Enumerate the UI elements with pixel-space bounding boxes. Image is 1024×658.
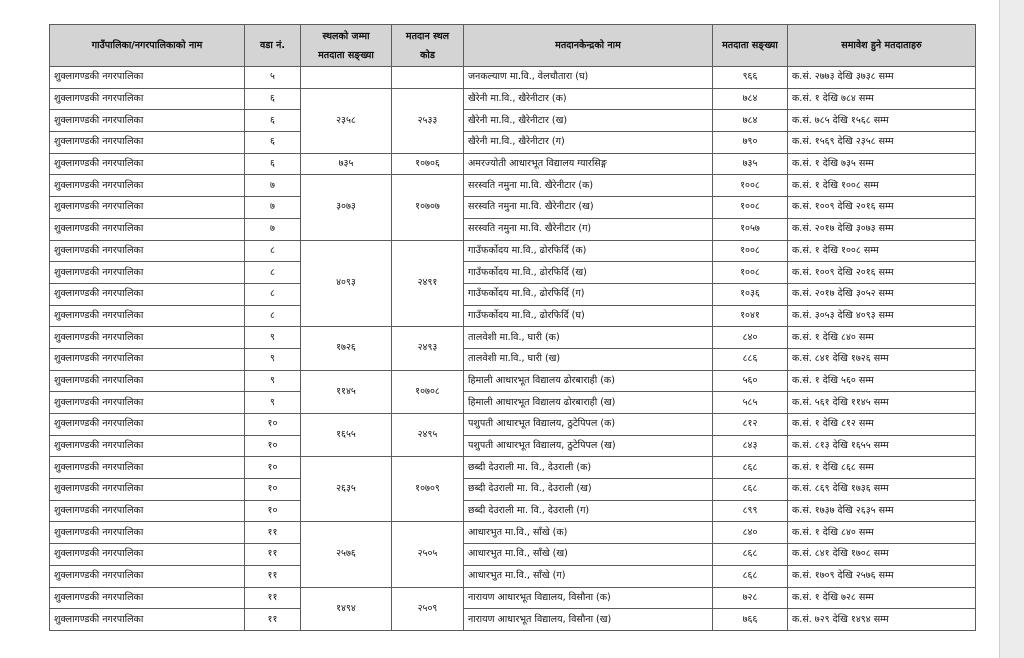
ward-cell: ९ (245, 370, 301, 392)
municipality-cell: शुक्लागण्डकी नगरपालिका (50, 565, 245, 587)
voters-cell: ८४३ (713, 435, 788, 457)
table-row (50, 67, 976, 89)
voter-range-cell: क.सं. २०१७ देखि ३०७३ सम्म (788, 218, 976, 240)
table-row (50, 88, 976, 110)
station-code-cell: १०७०८ (392, 370, 464, 413)
voters-cell: ७२८ (713, 587, 788, 609)
table-row (50, 414, 976, 436)
table-row (50, 262, 976, 284)
voters-cell: ७३५ (713, 153, 788, 175)
station-code-cell: २५०५ (392, 522, 464, 587)
voters-cell: ८८६ (713, 348, 788, 370)
total-voters-cell: १४९४ (301, 587, 392, 630)
voters-cell: १०४१ (713, 305, 788, 327)
voters-cell: ७८४ (713, 110, 788, 132)
voter-range-cell: क.सं. १ देखि ७२८ सम्म (788, 587, 976, 609)
station-code-cell: २५०९ (392, 587, 464, 630)
ward-cell: ६ (245, 153, 301, 175)
total-voters-cell: २५७६ (301, 522, 392, 587)
table-row (50, 370, 976, 392)
header-station-code-line2: कोड (420, 49, 435, 61)
table-row (50, 565, 976, 587)
table-row (50, 327, 976, 349)
municipality-cell: शुक्लागण्डकी नगरपालिका (50, 479, 245, 501)
table-row (50, 609, 976, 631)
ward-cell: ६ (245, 110, 301, 132)
voter-range-cell: क.सं. १ देखि ७३५ सम्म (788, 153, 976, 175)
table-row (50, 153, 976, 175)
header-center-name: मतदानकेन्द्रको नाम (464, 25, 713, 67)
center-name-cell: आधारभुत मा.वि., साँखे (ग) (464, 565, 713, 587)
table-row (50, 240, 976, 262)
voter-range-cell: क.सं. १ देखि ८१२ सम्म (788, 414, 976, 436)
voter-range-cell: क.सं. ७२९ देखि १४९४ सम्म (788, 609, 976, 631)
total-voters-cell (301, 67, 392, 89)
voters-cell: १००८ (713, 175, 788, 197)
viewer-gutter (1000, 0, 1024, 658)
table-header-row (50, 25, 976, 67)
voters-cell: १००८ (713, 240, 788, 262)
header-total-voters-line2: मतदाता सङ्ख्या (318, 49, 374, 61)
station-code-cell: १०७०६ (392, 153, 464, 175)
ward-cell: ६ (245, 88, 301, 110)
header-ward: वडा नं. (245, 25, 301, 67)
station-code-cell: २४९३ (392, 327, 464, 370)
header-station-code-line1: मतदान स्थल (405, 30, 450, 42)
voters-cell: ९६६ (713, 67, 788, 89)
center-name-cell: सरस्वति नमुना मा.वि. खैरेनीटार (ग) (464, 218, 713, 240)
center-name-cell: जनकल्याण मा.वि., वेलचौतारा (घ) (464, 67, 713, 89)
ward-cell: ८ (245, 283, 301, 305)
ward-cell: ५ (245, 67, 301, 89)
center-name-cell: आधारभुत मा.वि., साँखे (क) (464, 522, 713, 544)
ward-cell: १० (245, 457, 301, 479)
table-row (50, 435, 976, 457)
ward-cell: ७ (245, 197, 301, 219)
municipality-cell: शुक्लागण्डकी नगरपालिका (50, 435, 245, 457)
table-row (50, 175, 976, 197)
center-name-cell: पशुपती आधारभूत विद्यालय, ठुटेपिपल (क) (464, 414, 713, 436)
voters-cell: १००८ (713, 197, 788, 219)
header-total-voters-line1: स्थलको जम्मा (322, 30, 370, 42)
total-voters-cell: १६५५ (301, 414, 392, 457)
ward-cell: ७ (245, 218, 301, 240)
station-code-cell: २५३३ (392, 88, 464, 153)
voters-cell: ८४० (713, 327, 788, 349)
voters-cell: ५८५ (713, 392, 788, 414)
municipality-cell: शुक्लागण्डकी नगरपालिका (50, 132, 245, 154)
table-row (50, 544, 976, 566)
municipality-cell: शुक्लागण्डकी नगरपालिका (50, 348, 245, 370)
voter-range-cell: क.सं. १ देखि ५६० सम्म (788, 370, 976, 392)
center-name-cell: गाउँफर्कोदय मा.वि., ढोरफिर्दि (ख) (464, 262, 713, 284)
municipality-cell: शुक्लागण्डकी नगरपालिका (50, 327, 245, 349)
voter-range-cell: क.सं. १ देखि ७८४ सम्म (788, 88, 976, 110)
voter-range-cell: क.सं. ७८५ देखि १५६८ सम्म (788, 110, 976, 132)
municipality-cell: शुक्लागण्डकी नगरपालिका (50, 305, 245, 327)
table-row (50, 305, 976, 327)
polling-stations-table (49, 24, 976, 631)
municipality-cell: शुक्लागण्डकी नगरपालिका (50, 67, 245, 89)
station-code-cell: २४९५ (392, 414, 464, 457)
municipality-cell: शुक्लागण्डकी नगरपालिका (50, 175, 245, 197)
station-code-cell (392, 67, 464, 89)
ward-cell: ६ (245, 132, 301, 154)
table-row (50, 218, 976, 240)
center-name-cell: छब्दी देउराली मा. वि., देउराली (ग) (464, 500, 713, 522)
municipality-cell: शुक्लागण्डकी नगरपालिका (50, 218, 245, 240)
center-name-cell: तालवेशी मा.वि., घारी (क) (464, 327, 713, 349)
voters-cell: ८१२ (713, 414, 788, 436)
table-row (50, 587, 976, 609)
voters-cell: ८६८ (713, 479, 788, 501)
voters-cell: ७९० (713, 132, 788, 154)
voter-range-cell: क.सं. ८४१ देखि १७०८ सम्म (788, 544, 976, 566)
ward-cell: ११ (245, 609, 301, 631)
voters-cell: १०३६ (713, 283, 788, 305)
voter-range-cell: क.सं. ३०५३ देखि ४०९३ सम्म (788, 305, 976, 327)
municipality-cell: शुक्लागण्डकी नगरपालिका (50, 240, 245, 262)
municipality-cell: शुक्लागण्डकी नगरपालिका (50, 500, 245, 522)
ward-cell: ८ (245, 305, 301, 327)
table-row (50, 283, 976, 305)
voter-range-cell: क.सं. १ देखि ८६८ सम्म (788, 457, 976, 479)
voter-range-cell: क.सं. २०१७ देखि ३०५२ सम्म (788, 283, 976, 305)
voters-cell: ८६८ (713, 544, 788, 566)
municipality-cell: शुक्लागण्डकी नगरपालिका (50, 587, 245, 609)
total-voters-cell: २६३५ (301, 457, 392, 522)
voter-range-cell: क.सं. १ देखि १००८ सम्म (788, 175, 976, 197)
center-name-cell: छब्दी देउराली मा. वि., देउराली (क) (464, 457, 713, 479)
voter-range-cell: क.सं. १००९ देखि २०१६ सम्म (788, 197, 976, 219)
municipality-cell: शुक्लागण्डकी नगरपालिका (50, 110, 245, 132)
voters-cell: ८६८ (713, 565, 788, 587)
table-body (50, 67, 976, 631)
header-voters: मतदाता सङ्ख्या (713, 25, 788, 67)
voter-range-cell: क.सं. २७७३ देखि ३७३८ सम्म (788, 67, 976, 89)
header-total-voters (301, 25, 392, 67)
header-municipality: गाउँपालिका/नगरपालिकाको नाम (50, 25, 245, 67)
voter-range-cell: क.सं. १ देखि ८४० सम्म (788, 522, 976, 544)
center-name-cell: नारायण आधारभूत विद्यालय, विसौना (ख) (464, 609, 713, 631)
total-voters-cell: ११४५ (301, 370, 392, 413)
voter-range-cell: क.सं. ८६९ देखि १७३६ सम्म (788, 479, 976, 501)
table-row (50, 132, 976, 154)
municipality-cell: शुक्लागण्डकी नगरपालिका (50, 609, 245, 631)
municipality-cell: शुक्लागण्डकी नगरपालिका (50, 283, 245, 305)
voters-cell: ८९९ (713, 500, 788, 522)
table-row (50, 392, 976, 414)
voter-range-cell: क.सं. ५६१ देखि ११४५ सम्म (788, 392, 976, 414)
center-name-cell: खैरेनी मा.वि., खैरेनीटार (ग) (464, 132, 713, 154)
ward-cell: ९ (245, 348, 301, 370)
total-voters-cell: २३५८ (301, 88, 392, 153)
municipality-cell: शुक्लागण्डकी नगरपालिका (50, 457, 245, 479)
center-name-cell: छब्दी देउराली मा. वि., देउराली (ख) (464, 479, 713, 501)
total-voters-cell: ३०७३ (301, 175, 392, 240)
ward-cell: १० (245, 500, 301, 522)
voters-cell: ५६० (713, 370, 788, 392)
municipality-cell: शुक्लागण्डकी नगरपालिका (50, 414, 245, 436)
ward-cell: ९ (245, 392, 301, 414)
total-voters-cell: ७३५ (301, 153, 392, 175)
municipality-cell: शुक्लागण्डकी नगरपालिका (50, 88, 245, 110)
center-name-cell: हिमाली आधारभूत विद्यालय ढोरबाराही (क) (464, 370, 713, 392)
voter-range-cell: क.सं. ८४१ देखि १७२६ सम्म (788, 348, 976, 370)
ward-cell: ९ (245, 327, 301, 349)
station-code-cell: २४९१ (392, 240, 464, 327)
voter-range-cell: क.सं. १७३७ देखि २६३५ सम्म (788, 500, 976, 522)
header-station-code (392, 25, 464, 67)
voter-range-cell: क.सं. १७०९ देखि २५७६ सम्म (788, 565, 976, 587)
ward-cell: १० (245, 479, 301, 501)
ward-cell: १० (245, 414, 301, 436)
voters-cell: ८४० (713, 522, 788, 544)
municipality-cell: शुक्लागण्डकी नगरपालिका (50, 392, 245, 414)
voters-cell: १०५७ (713, 218, 788, 240)
table-row (50, 457, 976, 479)
ward-cell: ११ (245, 587, 301, 609)
station-code-cell: १०७०९ (392, 457, 464, 522)
table-row (50, 479, 976, 501)
municipality-cell: शुक्लागण्डकी नगरपालिका (50, 153, 245, 175)
municipality-cell: शुक्लागण्डकी नगरपालिका (50, 522, 245, 544)
center-name-cell: खैरेनी मा.वि., खैरेनीटार (ख) (464, 110, 713, 132)
ward-cell: ११ (245, 565, 301, 587)
ward-cell: १० (245, 435, 301, 457)
table-row (50, 197, 976, 219)
voter-range-cell: क.सं. १ देखि ८४० सम्म (788, 327, 976, 349)
center-name-cell: गाउँफर्कोदय मा.वि., ढोरफिर्दि (घ) (464, 305, 713, 327)
voters-cell: ७६६ (713, 609, 788, 631)
table-row (50, 522, 976, 544)
ward-cell: ८ (245, 240, 301, 262)
municipality-cell: शुक्लागण्डकी नगरपालिका (50, 197, 245, 219)
center-name-cell: सरस्वति नमुना मा.वि. खैरेनीटार (क) (464, 175, 713, 197)
header-included-voters: समावेश हुने मतदाताहरु (788, 25, 976, 67)
center-name-cell: पशुपती आधारभूत विद्यालय, ठुटेपिपल (ख) (464, 435, 713, 457)
total-voters-cell: ४०९३ (301, 240, 392, 327)
center-name-cell: नारायण आधारभूत विद्यालय, विसौना (क) (464, 587, 713, 609)
table-row (50, 500, 976, 522)
municipality-cell: शुक्लागण्डकी नगरपालिका (50, 370, 245, 392)
ward-cell: ८ (245, 262, 301, 284)
municipality-cell: शुक्लागण्डकी नगरपालिका (50, 262, 245, 284)
ward-cell: ७ (245, 175, 301, 197)
voters-cell: ८६८ (713, 457, 788, 479)
ward-cell: ११ (245, 544, 301, 566)
center-name-cell: तालवेशी मा.वि., घारी (ख) (464, 348, 713, 370)
center-name-cell: सरस्वति नमुना मा.वि. खैरेनीटार (ख) (464, 197, 713, 219)
center-name-cell: अमरज्योती आधारभूत विद्यालय ग्यारसिङ्ग (464, 153, 713, 175)
total-voters-cell: १७२६ (301, 327, 392, 370)
center-name-cell: गाउँफर्कोदय मा.वि., ढोरफिर्दि (ग) (464, 283, 713, 305)
table-row (50, 348, 976, 370)
center-name-cell: आधारभुत मा.वि., साँखे (ख) (464, 544, 713, 566)
voter-range-cell: क.सं. ८१३ देखि १६५५ सम्म (788, 435, 976, 457)
table-row (50, 110, 976, 132)
station-code-cell: १०७०७ (392, 175, 464, 240)
voters-cell: ७८४ (713, 88, 788, 110)
ward-cell: ११ (245, 522, 301, 544)
voter-range-cell: क.सं. १ देखि १००८ सम्म (788, 240, 976, 262)
voters-cell: १००८ (713, 262, 788, 284)
municipality-cell: शुक्लागण्डकी नगरपालिका (50, 544, 245, 566)
voter-range-cell: क.सं. १००९ देखि २०१६ सम्म (788, 262, 976, 284)
center-name-cell: हिमाली आधारभूत विद्यालय ढोरबाराही (ख) (464, 392, 713, 414)
center-name-cell: खैरेनी मा.वि., खैरेनीटार (क) (464, 88, 713, 110)
center-name-cell: गाउँफर्कोदय मा.वि., ढोरफिर्दि (क) (464, 240, 713, 262)
voter-range-cell: क.सं. १५६९ देखि २३५८ सम्म (788, 132, 976, 154)
